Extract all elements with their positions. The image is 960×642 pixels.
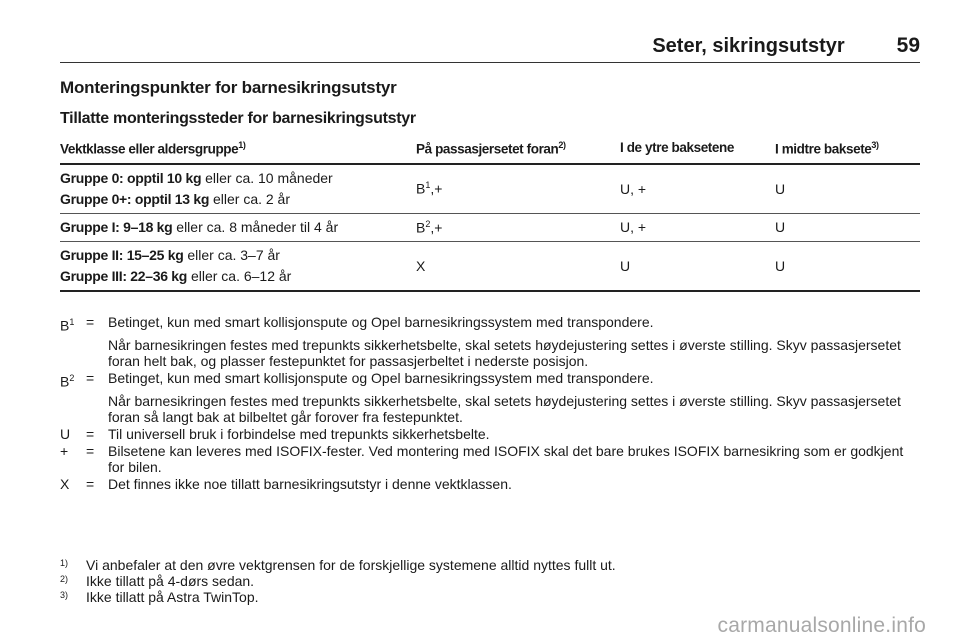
table-row (60, 213, 920, 241)
legend-key (60, 476, 86, 493)
weight-group-age: eller ca. 10 måneder (201, 169, 333, 186)
legend-item (60, 426, 922, 443)
footnote-mark: 1) (60, 558, 69, 568)
front-seat-cell (416, 164, 620, 214)
legend-paragraph: Betinget, kun med smart kollisjonspute og Opel barnesikringssystem med transpondere. (108, 370, 654, 386)
footnotes (60, 557, 920, 605)
front-seat-suffix: ,+ (430, 180, 443, 197)
legend-key-symbol: B (60, 373, 70, 390)
legend-paragraph: Det finnes ikke noe tillatt barnesikringsutstyr i denne vektklassen. (108, 476, 512, 492)
legend-key-symbol: + (60, 443, 69, 459)
legend-paragraph: Betinget, kun med smart kollisjonspute og Opel barnesikringssystem med transpondere. (108, 314, 654, 330)
weight-group-name: Gruppe 0: opptil 10 kg (60, 169, 202, 186)
front-seat-cell (416, 241, 620, 291)
weight-group (60, 266, 416, 287)
legend-equals: = (86, 443, 95, 459)
front-seat-cell (416, 213, 620, 241)
page-header-title: Seter, sikringsutstyr (652, 35, 845, 57)
legend-equals: = (86, 370, 95, 386)
column-header-label: I midtre baksete (775, 141, 872, 157)
legend-text (108, 476, 922, 493)
weight-group (60, 217, 416, 238)
weight-group (60, 245, 416, 266)
footnote-text: Ikke tillatt på Astra TwinTop. (86, 589, 259, 605)
legend-paragraph: Når barnesikringen festes med trepunkts sikkerhetsbelte, skal setets høydejustering settes i øverste stilling. Skyv passasjersetet foran helt bak, og plasser festepunktet for passasjerbeltet i nederste posisjon. (108, 337, 901, 369)
column-header-label: På passasjersetet foran (416, 141, 559, 157)
footnote (60, 573, 920, 589)
table-title: Tillatte monteringssteder for barnesikringsutstyr (60, 110, 416, 127)
footnote-mark: 3) (60, 590, 69, 600)
weight-group (60, 168, 416, 189)
legend-text (108, 370, 922, 426)
legend-key-sup: 2 (69, 373, 75, 383)
column-header (775, 136, 920, 164)
weight-class-cell (60, 213, 416, 241)
column-header-label: Vektklasse eller aldersgruppe (60, 141, 239, 157)
legend-key (60, 370, 86, 426)
header-divider (60, 62, 920, 63)
footnote-text: Ikke tillatt på 4-dørs sedan. (86, 573, 255, 589)
weight-group-name: Gruppe II: 15–25 kg (60, 246, 184, 263)
footnote-ref: 1) (238, 140, 246, 150)
legend-text (108, 443, 922, 476)
column-header (416, 136, 620, 164)
footnote (60, 589, 920, 605)
weight-group-name: Gruppe 0+: opptil 13 kg (60, 190, 210, 207)
legend-text (108, 426, 922, 443)
legend-paragraph: Til universell bruk i forbindelse med trepunkts sikkerhetsbelte. (108, 426, 490, 442)
legend-key-sup: 1 (69, 317, 75, 327)
weight-class-cell (60, 164, 416, 214)
middle-rear-cell: U (775, 213, 920, 241)
legend-key (60, 426, 86, 443)
footnote-text: Vi anbefaler at den øvre vektgrensen for de forskjellige systemene alltid nyttes fullt ut. (86, 557, 616, 573)
section-title: Monteringspunkter for barnesikringsutstyr (60, 78, 397, 97)
weight-group-name: Gruppe I: 9–18 kg (60, 218, 173, 235)
legend-item (60, 476, 922, 493)
page-number: 59 (896, 34, 920, 57)
footnote-mark: 2) (60, 574, 69, 584)
front-seat-sup: 1 (425, 180, 431, 191)
column-header (620, 136, 775, 164)
column-header-label: I de ytre baksetene (620, 140, 734, 155)
front-seat-suffix: ,+ (430, 219, 443, 236)
legend-key (60, 314, 86, 370)
legend-item (60, 443, 922, 476)
legend-key (60, 443, 86, 476)
outer-rear-cell: U, + (620, 164, 775, 214)
weight-group-age: eller ca. 6–12 år (187, 267, 292, 284)
legend (60, 314, 922, 493)
footnote (60, 557, 920, 573)
weight-group-age: eller ca. 3–7 år (183, 246, 280, 263)
outer-rear-cell: U, + (620, 213, 775, 241)
front-seat-code: B (416, 219, 426, 236)
front-seat-code: X (416, 257, 426, 274)
weight-group (60, 189, 416, 210)
legend-text (108, 314, 922, 370)
legend-key-symbol: B (60, 317, 70, 334)
weight-group-age: eller ca. 2 år (209, 190, 291, 207)
weight-group-name: Gruppe III: 22–36 kg (60, 267, 188, 284)
column-header (60, 136, 416, 164)
legend-equals: = (86, 314, 95, 330)
footnote-ref: 3) (871, 140, 879, 150)
middle-rear-cell: U (775, 241, 920, 291)
table-row (60, 164, 920, 214)
mounting-table (60, 136, 920, 292)
table-row (60, 241, 920, 291)
middle-rear-cell: U (775, 164, 920, 214)
legend-key-symbol: X (60, 476, 70, 492)
front-seat-code: B (416, 180, 426, 197)
legend-item (60, 314, 922, 370)
legend-equals: = (86, 426, 95, 442)
table-header-row (60, 136, 920, 164)
legend-paragraph: Bilsetene kan leveres med ISOFIX-fester. Ved montering med ISOFIX skal det bare brukes ISOFIX barnesikring som er godkjent for bilen. (108, 443, 904, 475)
watermark-text: carmanualsonline.info (717, 614, 926, 637)
page-header (60, 8, 920, 58)
front-seat-sup: 2 (425, 218, 431, 229)
legend-item (60, 370, 922, 426)
legend-key-symbol: U (60, 426, 71, 442)
outer-rear-cell: U (620, 241, 775, 291)
weight-class-cell (60, 241, 416, 291)
weight-group-age: eller ca. 8 måneder til 4 år (172, 218, 339, 235)
legend-equals: = (86, 476, 95, 492)
legend-paragraph: Når barnesikringen festes med trepunkts sikkerhetsbelte, skal setets høydejustering settes i øverste stilling. Skyv passasjersetet foran så langt bak at bilbeltet går forover fra festepunktet. (108, 393, 901, 425)
footnote-ref: 2) (558, 140, 566, 150)
